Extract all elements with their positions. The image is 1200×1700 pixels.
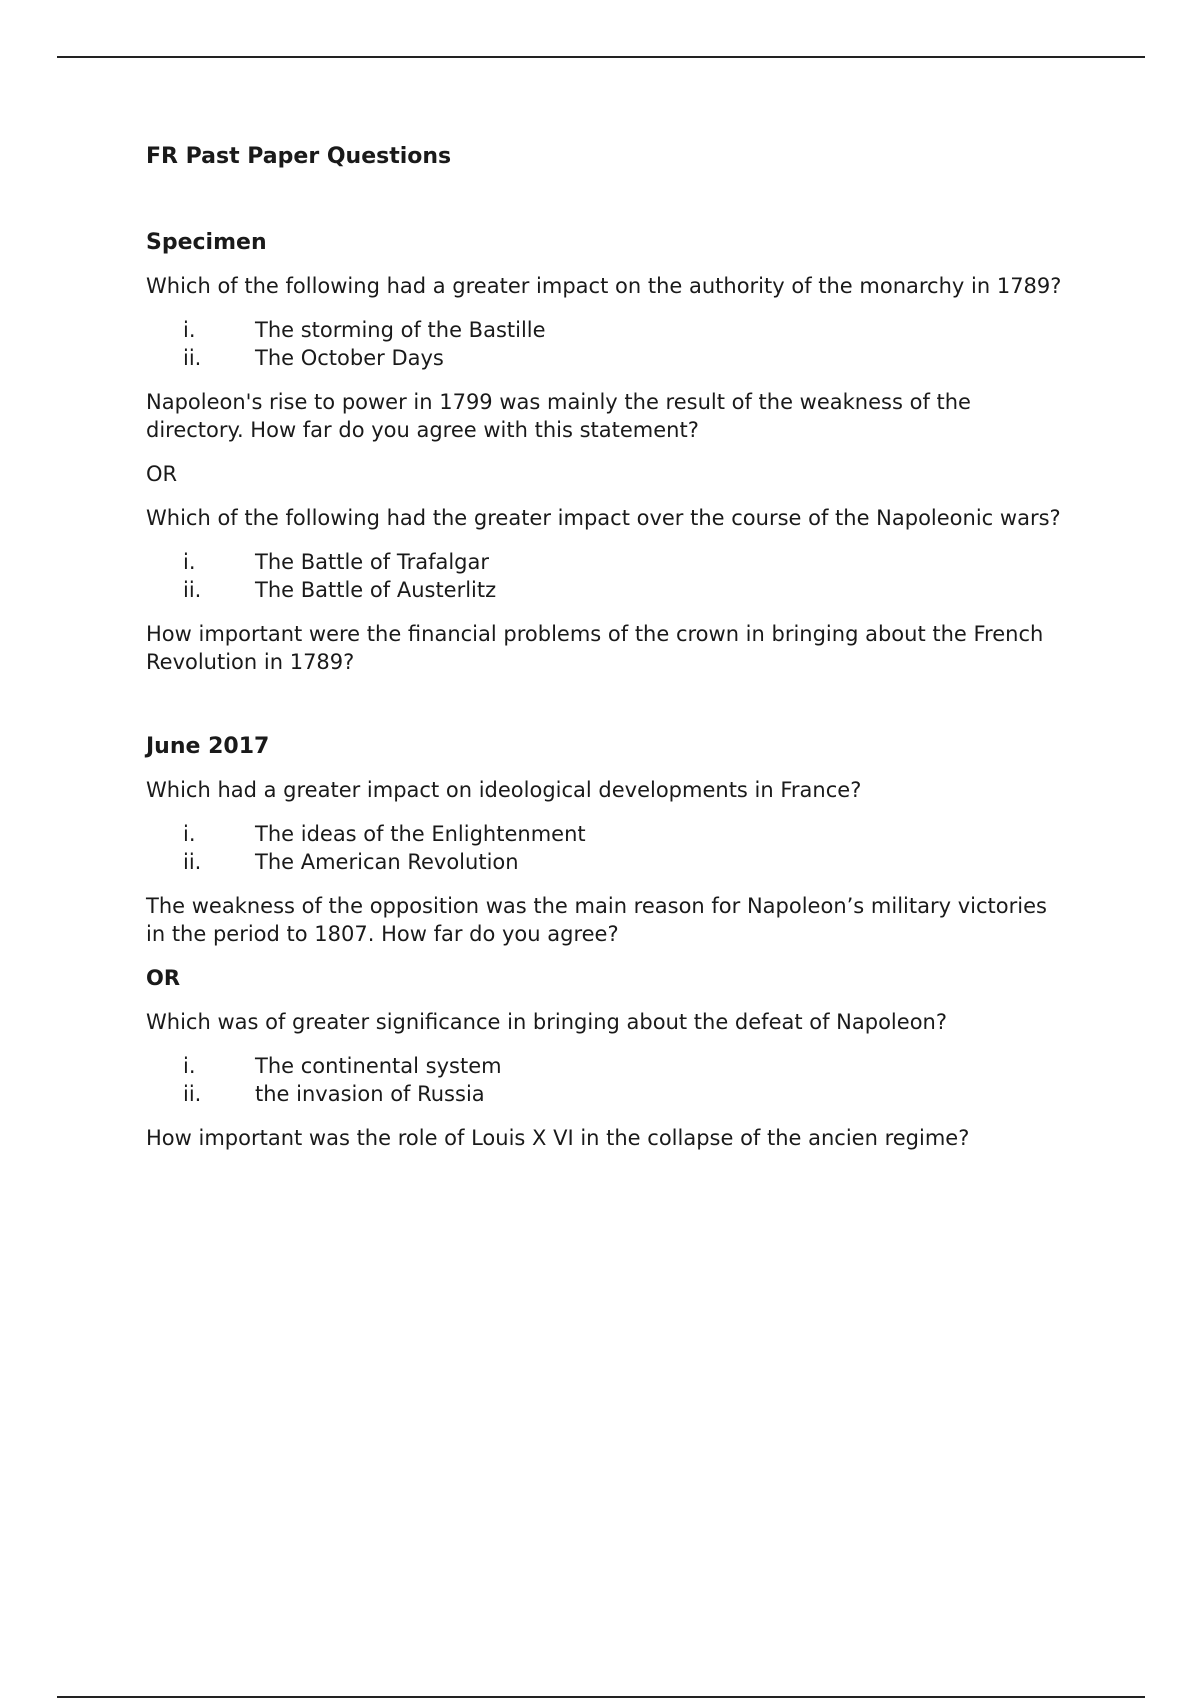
question-text: Which of the following had the greater impact over the course of the Napoleonic wars? bbox=[146, 506, 1061, 530]
footer-rule bbox=[57, 1696, 1145, 1698]
option-number: i. bbox=[183, 318, 196, 342]
option-item bbox=[146, 548, 1066, 576]
option-text: The October Days bbox=[255, 346, 444, 370]
option-number: ii. bbox=[183, 850, 202, 874]
option-number: ii. bbox=[183, 346, 202, 370]
option-number: ii. bbox=[183, 578, 202, 602]
question-text: Which was of greater significance in bringing about the defeat of Napoleon? bbox=[146, 1010, 947, 1034]
option-text: The Battle of Austerlitz bbox=[255, 578, 497, 602]
question-text: How important was the role of Louis X VI in the collapse of the ancien regime? bbox=[146, 1126, 970, 1150]
document-title: FR Past Paper Questions bbox=[146, 144, 452, 169]
option-text: The storming of the Bastille bbox=[255, 318, 546, 342]
or-separator: OR bbox=[146, 966, 181, 990]
option-text: The ideas of the Enlightenment bbox=[255, 822, 586, 846]
option-number: ii. bbox=[183, 1082, 202, 1106]
option-list bbox=[146, 316, 1066, 372]
option-text: The continental system bbox=[255, 1054, 502, 1078]
option-list bbox=[146, 820, 1066, 876]
question-text: Napoleon's rise to power in 1799 was mainly the result of the weakness of the directory. How far do you agree with this statement? bbox=[146, 390, 971, 442]
option-item bbox=[146, 316, 1066, 344]
option-text: The Battle of Trafalgar bbox=[255, 550, 489, 574]
question-text: Which had a greater impact on ideological developments in France? bbox=[146, 778, 862, 802]
section-specimen bbox=[146, 228, 1066, 676]
section-heading: Specimen bbox=[146, 230, 267, 255]
option-number: i. bbox=[183, 822, 196, 846]
option-item bbox=[146, 820, 1066, 848]
section-heading: June 2017 bbox=[146, 734, 270, 759]
header-rule bbox=[57, 56, 1145, 58]
option-text: the invasion of Russia bbox=[255, 1082, 485, 1106]
document-body bbox=[146, 142, 1066, 1168]
question-text: Which of the following had a greater impact on the authority of the monarchy in 1789? bbox=[146, 274, 1062, 298]
option-item bbox=[146, 576, 1066, 604]
option-item bbox=[146, 1052, 1066, 1080]
option-text: The American Revolution bbox=[255, 850, 519, 874]
option-item bbox=[146, 1080, 1066, 1108]
or-separator: OR bbox=[146, 462, 178, 486]
option-number: i. bbox=[183, 1054, 196, 1078]
question-text: How important were the financial problems of the crown in bringing about the French Revolution in 1789? bbox=[146, 622, 1044, 674]
option-item bbox=[146, 344, 1066, 372]
option-number: i. bbox=[183, 550, 196, 574]
option-item bbox=[146, 848, 1066, 876]
question-text: The weakness of the opposition was the main reason for Napoleon’s military victories in the period to 1807. How far do you agree? bbox=[146, 894, 1047, 946]
section-june-2017 bbox=[146, 732, 1066, 1152]
option-list bbox=[146, 548, 1066, 604]
option-list bbox=[146, 1052, 1066, 1108]
